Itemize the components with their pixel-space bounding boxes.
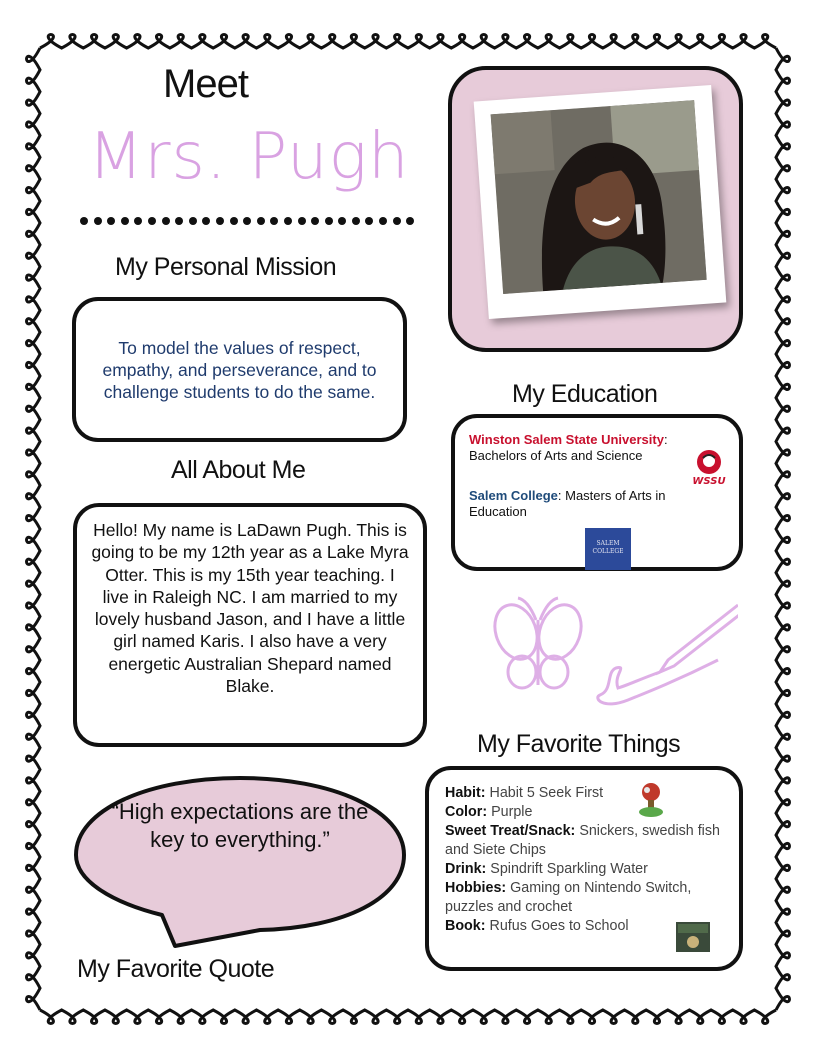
wssu-ram-logo xyxy=(687,448,731,494)
divider-dot xyxy=(202,217,210,225)
education-entry-2: Salem College: Masters of Arts in Education xyxy=(469,488,666,519)
favorite-things-box xyxy=(425,766,743,971)
fav-item-color xyxy=(445,803,723,822)
fav-item-drink xyxy=(445,860,723,879)
divider-dot xyxy=(257,217,265,225)
divider-dot xyxy=(189,217,197,225)
fav-label: Color: xyxy=(445,804,488,820)
divider-dot xyxy=(298,217,306,225)
mission-box xyxy=(72,297,407,442)
education-heading: My Education xyxy=(512,380,658,408)
fav-item-hobbies xyxy=(445,879,723,917)
fav-label: Book: xyxy=(445,918,486,934)
divider-dot xyxy=(148,217,156,225)
fav-item-habit xyxy=(445,784,723,803)
salem-college-logo xyxy=(585,528,631,570)
fav-value: Rufus Goes to School xyxy=(489,918,629,934)
border-loop-segment xyxy=(27,48,41,1010)
divider-dot xyxy=(311,217,319,225)
divider-dot xyxy=(94,217,102,225)
dotted-divider xyxy=(80,210,425,226)
divider-dot xyxy=(107,217,115,225)
mission-text: To model the values of respect, empathy, and perseverance, and to challenge students to do the same. xyxy=(102,337,377,402)
fav-value: Spindrift Sparkling Water xyxy=(490,861,648,877)
favorite-things-heading: My Favorite Things xyxy=(477,730,681,758)
divider-dot xyxy=(230,217,238,225)
meet-label: Meet xyxy=(163,62,248,106)
border-loop-segment xyxy=(40,35,776,49)
divider-dot xyxy=(162,217,170,225)
fav-value: Gaming on Nintendo Switch, puzzles and crochet xyxy=(445,880,692,915)
fav-label: Hobbies: xyxy=(445,880,507,896)
education-entry-1: Winston Salem State University: xyxy=(469,432,668,447)
book-cover-icon xyxy=(676,922,710,952)
favorite-quote-text: “High expectations are the key to everything.” xyxy=(111,799,369,852)
teacher-name: Mrs. Pugh xyxy=(88,120,410,194)
mission-heading: My Personal Mission xyxy=(115,253,337,281)
divider-dot xyxy=(243,217,251,225)
divider-dot xyxy=(284,217,292,225)
favorite-quote-heading: My Favorite Quote xyxy=(77,955,275,983)
quote-speech-bubble xyxy=(70,770,410,950)
fav-value: Purple xyxy=(491,804,533,820)
butterfly-pencil-doodle xyxy=(488,590,738,715)
divider-dot xyxy=(270,217,278,225)
about-box xyxy=(73,503,427,747)
teacher-photo-polaroid xyxy=(474,85,727,319)
fav-label: Habit: xyxy=(445,785,486,801)
school-1-name: Winston Salem State University xyxy=(469,432,664,447)
divider-dot xyxy=(379,217,387,225)
teacher-photo xyxy=(491,100,707,294)
divider-dot xyxy=(80,217,88,225)
fav-label: Drink: xyxy=(445,861,487,877)
divider-dot xyxy=(121,217,129,225)
border-loop-segment xyxy=(776,48,790,1010)
degree-1: Bachelors of Arts and Science xyxy=(469,448,643,463)
degree-2: Masters of Arts in Education xyxy=(469,488,666,519)
fav-value: Snickers, swedish fish and Siete Chips xyxy=(445,823,720,858)
fav-label: Sweet Treat/Snack: xyxy=(445,823,576,839)
habit-tree-icon xyxy=(636,782,666,818)
divider-dot xyxy=(216,217,224,225)
divider-dot xyxy=(134,217,142,225)
divider-dot xyxy=(352,217,360,225)
divider-dot xyxy=(365,217,373,225)
fav-value: Habit 5 Seek First xyxy=(489,785,604,801)
divider-dot xyxy=(338,217,346,225)
about-heading: All About Me xyxy=(171,456,306,484)
wssu-logo-text: WSSU xyxy=(692,476,726,487)
border-loop-segment xyxy=(40,1010,776,1024)
fav-item-snack xyxy=(445,822,723,860)
education-box xyxy=(451,414,743,571)
school-2-name: Salem College xyxy=(469,488,558,503)
salem-logo-text: SALEM COLLEGE xyxy=(592,540,624,555)
divider-dot xyxy=(325,217,333,225)
divider-dot xyxy=(406,217,414,225)
divider-dot xyxy=(175,217,183,225)
divider-dot xyxy=(393,217,401,225)
about-text: Hello! My name is LaDawn Pugh. This is going to be my 12th year as a Lake Myra Otter. This is my 15th year teaching. I live in Raleigh NC. I am married to my lovely husband Jason, and I have a little girl named Karis. I also have a very energetic Australian Shepard named Blake. xyxy=(91,520,409,697)
